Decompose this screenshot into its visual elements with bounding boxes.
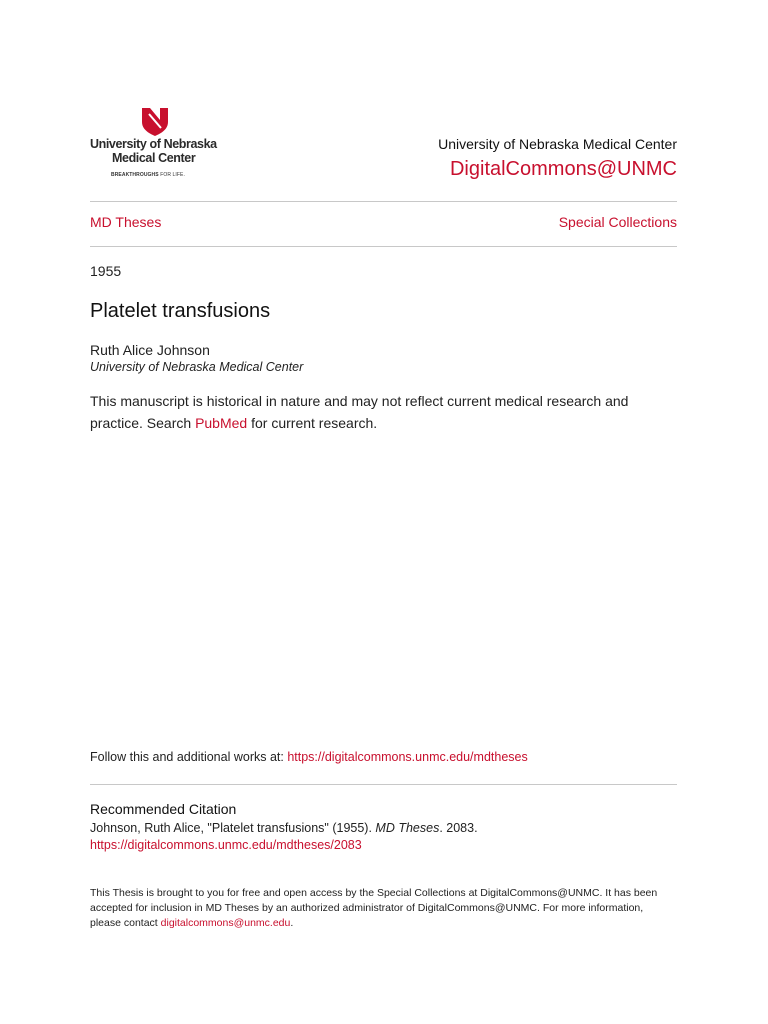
logo-line-medical-center: Medical Center: [112, 151, 196, 165]
special-collections-link[interactable]: Special Collections: [558, 214, 677, 230]
follow-url-link[interactable]: https://digitalcommons.unmc.edu/mdtheses: [287, 750, 528, 764]
historical-notice: This manuscript is historical in nature and may not reflect current medical research and practice. Search PubMed for current research.: [90, 393, 629, 431]
follow-line: Follow this and additional works at: https://digitalcommons.unmc.edu/mdtheses: [90, 750, 528, 764]
logo-tagline: BREAKTHROUGHS FOR LIFE.: [111, 172, 185, 178]
author-affiliation: University of Nebraska Medical Center: [90, 360, 304, 374]
author-name: Ruth Alice Johnson: [90, 342, 210, 358]
document-title: Platelet transfusions: [90, 300, 271, 322]
publication-year: 1955: [90, 263, 122, 279]
logo-line-university: University of Nebraska: [90, 137, 217, 151]
repository-link[interactable]: DigitalCommons@UNMC: [449, 158, 677, 180]
access-disclaimer: This Thesis is brought to you for free and open access by the Special Collections at DigitalCommons@UNMC. It has been accepted for inclusion in MD Theses by an authorized administrator of DigitalCommons@UNMC. For more information, please contact digitalcommons@unmc.edu.: [90, 887, 658, 929]
nebraska-n-icon: [140, 106, 170, 136]
divider-citation: [90, 784, 677, 785]
citation-text: Johnson, Ruth Alice, "Platelet transfusions" (1955). MD Theses. 2083.: [90, 821, 478, 835]
citation-heading: Recommended Citation: [90, 801, 237, 817]
divider-top: [90, 201, 677, 202]
institution-name: University of Nebraska Medical Center: [438, 136, 677, 152]
unmc-logo: [90, 106, 225, 182]
citation-url-link[interactable]: https://digitalcommons.unmc.edu/mdtheses/2083: [90, 838, 362, 852]
md-theses-link[interactable]: MD Theses: [90, 214, 162, 230]
pubmed-link[interactable]: PubMed: [195, 415, 248, 431]
divider-nav: [90, 246, 677, 247]
contact-email-link[interactable]: digitalcommons@unmc.edu: [160, 917, 291, 929]
